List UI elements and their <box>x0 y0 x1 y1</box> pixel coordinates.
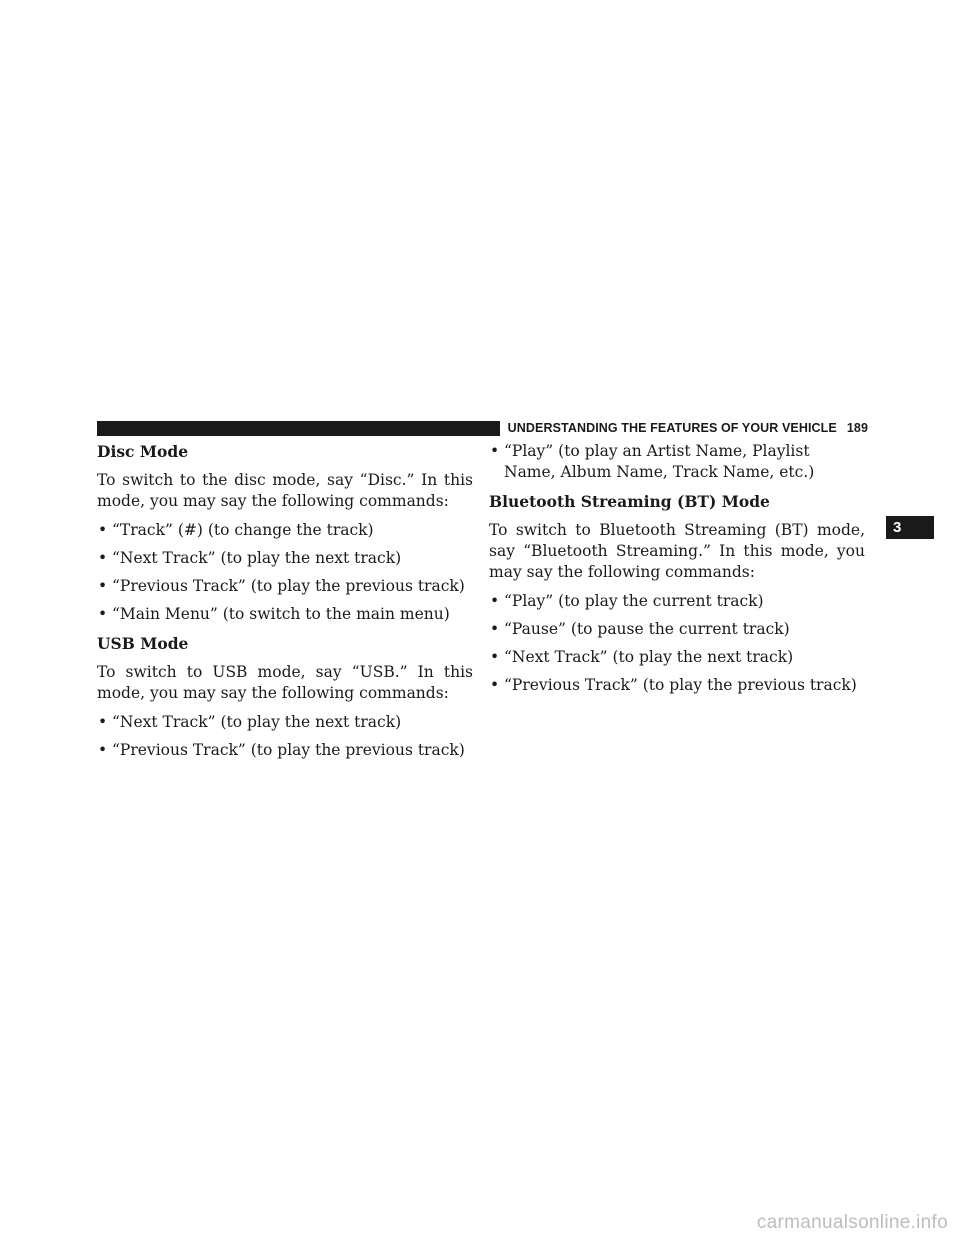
bullet-icon: • <box>98 521 108 539</box>
bullet-icon: • <box>490 648 500 666</box>
bt-mode-intro: To switch to Bluetooth Streaming (BT) mode, say “Bluetooth Streaming.” In this mode, you may say the following commands: <box>489 521 865 581</box>
list-item: • “Previous Track” (to play the previous track) <box>98 741 465 759</box>
usb-mode-heading: USB Mode <box>97 634 189 653</box>
list-item: • “Previous Track” (to play the previous track) <box>490 676 857 694</box>
list-item: • “Pause” (to pause the current track) <box>490 620 790 638</box>
right-column <box>489 441 865 696</box>
bullet-icon: • <box>490 620 500 638</box>
disc-mode-intro: To switch to the disc mode, say “Disc.” In this mode, you may say the following commands: <box>97 471 473 510</box>
list-item: • “Next Track” (to play the next track) <box>98 713 402 731</box>
bullet-icon: • <box>490 442 500 460</box>
watermark-text: carmanualsonline.info <box>756 1212 948 1233</box>
chapter-tab: 3 <box>886 516 934 539</box>
left-column <box>97 441 473 761</box>
list-item: • “Previous Track” (to play the previous track) <box>98 577 465 595</box>
list-item: • “Next Track” (to play the next track) <box>490 648 794 666</box>
list-item: • “Play” (to play the current track) <box>490 592 764 610</box>
section-title: UNDERSTANDING THE FEATURES OF YOUR VEHICLE <box>507 421 837 435</box>
list-item: • “Track” (#) (to change the track) <box>98 521 374 539</box>
list-item: • “Play” (to play an Artist Name, Playlist Name, Album Name, Track Name, etc.) <box>490 442 815 481</box>
bullet-icon: • <box>490 592 500 610</box>
bullet-icon: • <box>98 713 108 731</box>
page-number: 189 <box>846 421 868 435</box>
bullet-icon: • <box>98 741 108 759</box>
bullet-icon: • <box>98 577 108 595</box>
list-item: • “Next Track” (to play the next track) <box>98 549 402 567</box>
bullet-icon: • <box>98 549 108 567</box>
list-item: • “Main Menu” (to switch to the main menu) <box>98 605 450 623</box>
bullet-icon: • <box>98 605 108 623</box>
bullet-icon: • <box>490 676 500 694</box>
usb-mode-intro: To switch to USB mode, say “USB.” In this mode, you may say the following commands: <box>97 663 473 702</box>
bt-mode-heading: Bluetooth Streaming (BT) Mode <box>489 492 770 511</box>
disc-mode-heading: Disc Mode <box>97 442 189 461</box>
running-header <box>500 420 868 437</box>
